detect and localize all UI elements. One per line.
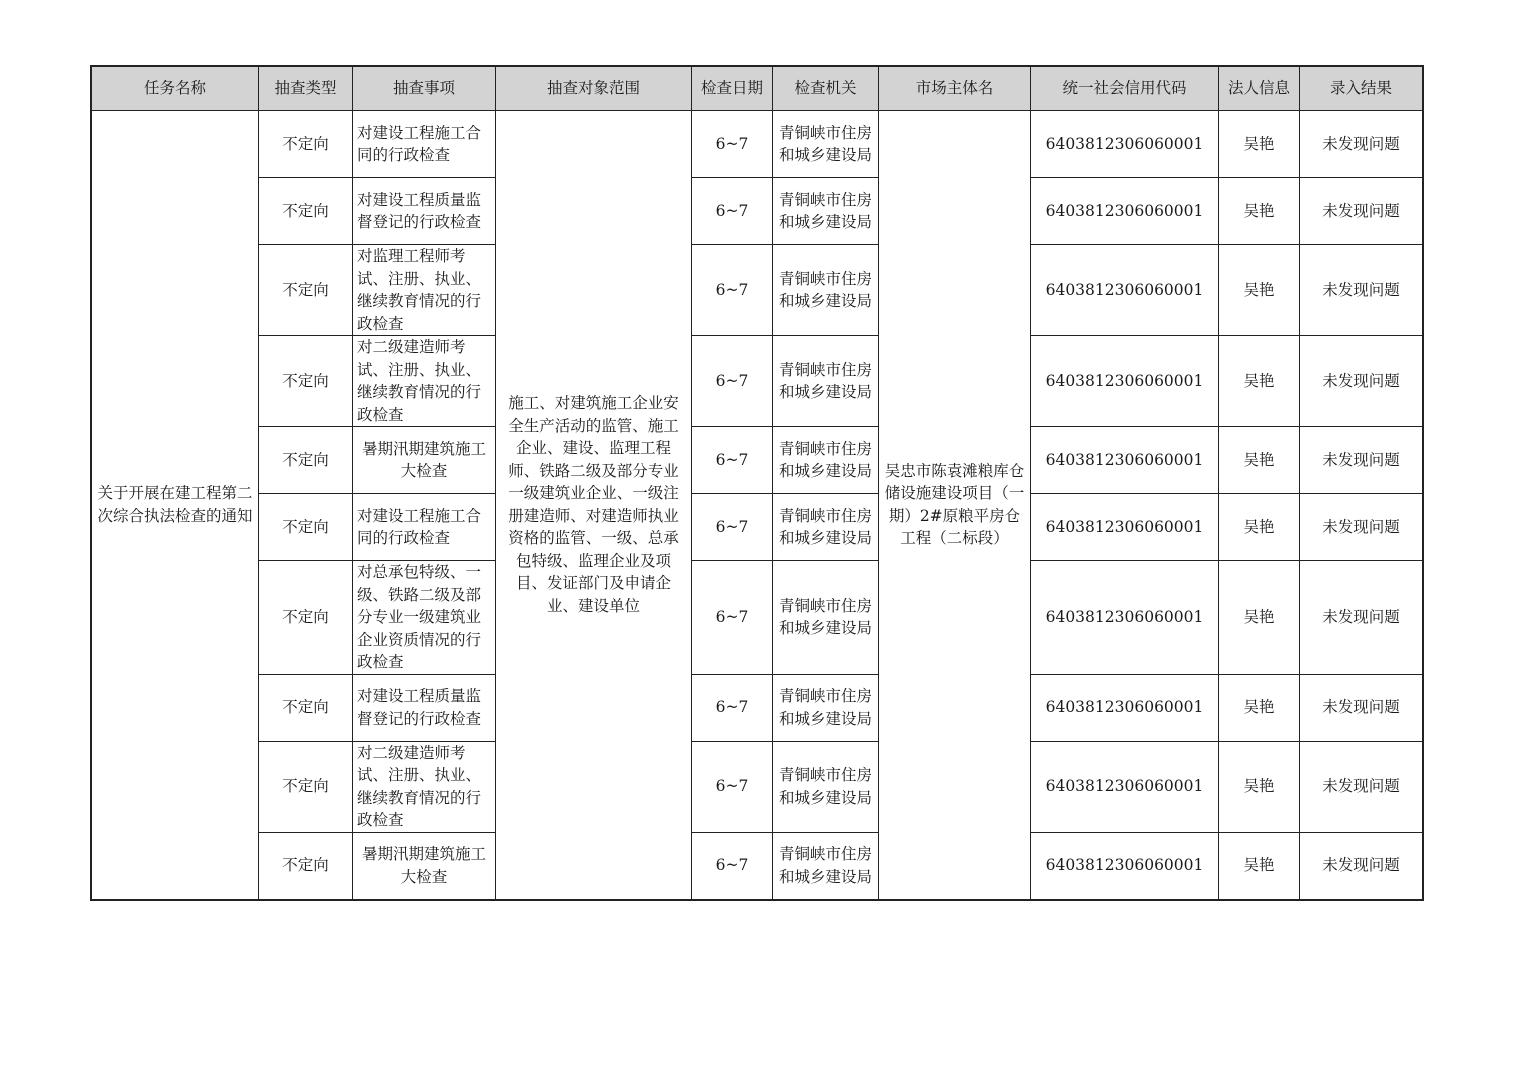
item-cell: 对总承包特级、一级、铁路二级及部分专业一级建筑业企业资质情况的行政检查 bbox=[353, 561, 496, 675]
result-cell: 未发现问题 bbox=[1300, 674, 1423, 741]
table-row bbox=[92, 561, 1423, 675]
table-row bbox=[92, 674, 1423, 741]
result-cell: 未发现问题 bbox=[1300, 741, 1423, 832]
table-row bbox=[92, 245, 1423, 336]
result-cell: 未发现问题 bbox=[1300, 561, 1423, 675]
agency-cell: 青铜峡市住房和城乡建设局 bbox=[773, 178, 879, 245]
date-cell: 6~7 bbox=[692, 494, 773, 561]
header-cell: 检查日期 bbox=[692, 67, 773, 111]
header-row bbox=[92, 67, 1423, 111]
result-cell: 未发现问题 bbox=[1300, 427, 1423, 494]
legal-cell: 吴艳 bbox=[1219, 741, 1300, 832]
item-cell: 对建设工程施工合同的行政检查 bbox=[353, 111, 496, 178]
code-cell: 6403812306060001 bbox=[1031, 741, 1219, 832]
header-cell: 抽查事项 bbox=[353, 67, 496, 111]
type-cell: 不定向 bbox=[259, 494, 353, 561]
date-cell: 6~7 bbox=[692, 111, 773, 178]
table-row bbox=[92, 494, 1423, 561]
legal-cell: 吴艳 bbox=[1219, 427, 1300, 494]
code-cell: 6403812306060001 bbox=[1031, 336, 1219, 427]
date-cell: 6~7 bbox=[692, 427, 773, 494]
legal-cell: 吴艳 bbox=[1219, 178, 1300, 245]
header-cell: 抽查对象范围 bbox=[496, 67, 692, 111]
table-row bbox=[92, 178, 1423, 245]
table-row bbox=[92, 111, 1423, 178]
result-cell: 未发现问题 bbox=[1300, 336, 1423, 427]
agency-cell: 青铜峡市住房和城乡建设局 bbox=[773, 111, 879, 178]
code-cell: 6403812306060001 bbox=[1031, 832, 1219, 899]
type-cell: 不定向 bbox=[259, 245, 353, 336]
agency-cell: 青铜峡市住房和城乡建设局 bbox=[773, 561, 879, 675]
legal-cell: 吴艳 bbox=[1219, 245, 1300, 336]
header-cell: 统一社会信用代码 bbox=[1031, 67, 1219, 111]
agency-cell: 青铜峡市住房和城乡建设局 bbox=[773, 741, 879, 832]
task-name-cell: 关于开展在建工程第二次综合执法检查的通知 bbox=[92, 111, 259, 900]
result-cell: 未发现问题 bbox=[1300, 245, 1423, 336]
item-cell: 对监理工程师考试、注册、执业、继续教育情况的行政检查 bbox=[353, 245, 496, 336]
table-row bbox=[92, 427, 1423, 494]
legal-cell: 吴艳 bbox=[1219, 336, 1300, 427]
code-cell: 6403812306060001 bbox=[1031, 561, 1219, 675]
header-cell: 任务名称 bbox=[92, 67, 259, 111]
entity-cell: 吴忠市陈袁滩粮库仓储设施建设项目（一期）2#原粮平房仓工程（二标段） bbox=[879, 111, 1031, 900]
item-cell: 对二级建造师考试、注册、执业、继续教育情况的行政检查 bbox=[353, 741, 496, 832]
header-cell: 法人信息 bbox=[1219, 67, 1300, 111]
result-cell: 未发现问题 bbox=[1300, 111, 1423, 178]
inspection-table bbox=[91, 66, 1423, 900]
type-cell: 不定向 bbox=[259, 674, 353, 741]
header-cell: 检查机关 bbox=[773, 67, 879, 111]
code-cell: 6403812306060001 bbox=[1031, 674, 1219, 741]
result-cell: 未发现问题 bbox=[1300, 832, 1423, 899]
agency-cell: 青铜峡市住房和城乡建设局 bbox=[773, 674, 879, 741]
item-cell: 对二级建造师考试、注册、执业、继续教育情况的行政检查 bbox=[353, 336, 496, 427]
code-cell: 6403812306060001 bbox=[1031, 494, 1219, 561]
date-cell: 6~7 bbox=[692, 245, 773, 336]
type-cell: 不定向 bbox=[259, 178, 353, 245]
agency-cell: 青铜峡市住房和城乡建设局 bbox=[773, 427, 879, 494]
date-cell: 6~7 bbox=[692, 178, 773, 245]
date-cell: 6~7 bbox=[692, 741, 773, 832]
code-cell: 6403812306060001 bbox=[1031, 178, 1219, 245]
date-cell: 6~7 bbox=[692, 674, 773, 741]
item-cell: 暑期汛期建筑施工大检查 bbox=[353, 427, 496, 494]
legal-cell: 吴艳 bbox=[1219, 111, 1300, 178]
type-cell: 不定向 bbox=[259, 336, 353, 427]
type-cell: 不定向 bbox=[259, 832, 353, 899]
type-cell: 不定向 bbox=[259, 427, 353, 494]
header-cell: 抽查类型 bbox=[259, 67, 353, 111]
agency-cell: 青铜峡市住房和城乡建设局 bbox=[773, 832, 879, 899]
table-row bbox=[92, 336, 1423, 427]
agency-cell: 青铜峡市住房和城乡建设局 bbox=[773, 494, 879, 561]
result-cell: 未发现问题 bbox=[1300, 494, 1423, 561]
type-cell: 不定向 bbox=[259, 111, 353, 178]
header-cell: 录入结果 bbox=[1300, 67, 1423, 111]
legal-cell: 吴艳 bbox=[1219, 674, 1300, 741]
result-cell: 未发现问题 bbox=[1300, 178, 1423, 245]
header-cell: 市场主体名 bbox=[879, 67, 1031, 111]
item-cell: 对建设工程质量监督登记的行政检查 bbox=[353, 178, 496, 245]
legal-cell: 吴艳 bbox=[1219, 494, 1300, 561]
item-cell: 暑期汛期建筑施工大检查 bbox=[353, 832, 496, 899]
table-row bbox=[92, 741, 1423, 832]
agency-cell: 青铜峡市住房和城乡建设局 bbox=[773, 245, 879, 336]
type-cell: 不定向 bbox=[259, 741, 353, 832]
date-cell: 6~7 bbox=[692, 561, 773, 675]
scope-cell: 施工、对建筑施工企业安全生产活动的监管、施工企业、建设、监理工程师、铁路二级及部分专业一级建筑业企业、一级注册建造师、对建造师执业资格的监管、一级、总承包特级、监理企业及项目、发证部门及申请企业、建设单位 bbox=[496, 111, 692, 900]
legal-cell: 吴艳 bbox=[1219, 561, 1300, 675]
table-row bbox=[92, 832, 1423, 899]
legal-cell: 吴艳 bbox=[1219, 832, 1300, 899]
code-cell: 6403812306060001 bbox=[1031, 245, 1219, 336]
type-cell: 不定向 bbox=[259, 561, 353, 675]
item-cell: 对建设工程施工合同的行政检查 bbox=[353, 494, 496, 561]
code-cell: 6403812306060001 bbox=[1031, 111, 1219, 178]
date-cell: 6~7 bbox=[692, 832, 773, 899]
code-cell: 6403812306060001 bbox=[1031, 427, 1219, 494]
item-cell: 对建设工程质量监督登记的行政检查 bbox=[353, 674, 496, 741]
agency-cell: 青铜峡市住房和城乡建设局 bbox=[773, 336, 879, 427]
date-cell: 6~7 bbox=[692, 336, 773, 427]
